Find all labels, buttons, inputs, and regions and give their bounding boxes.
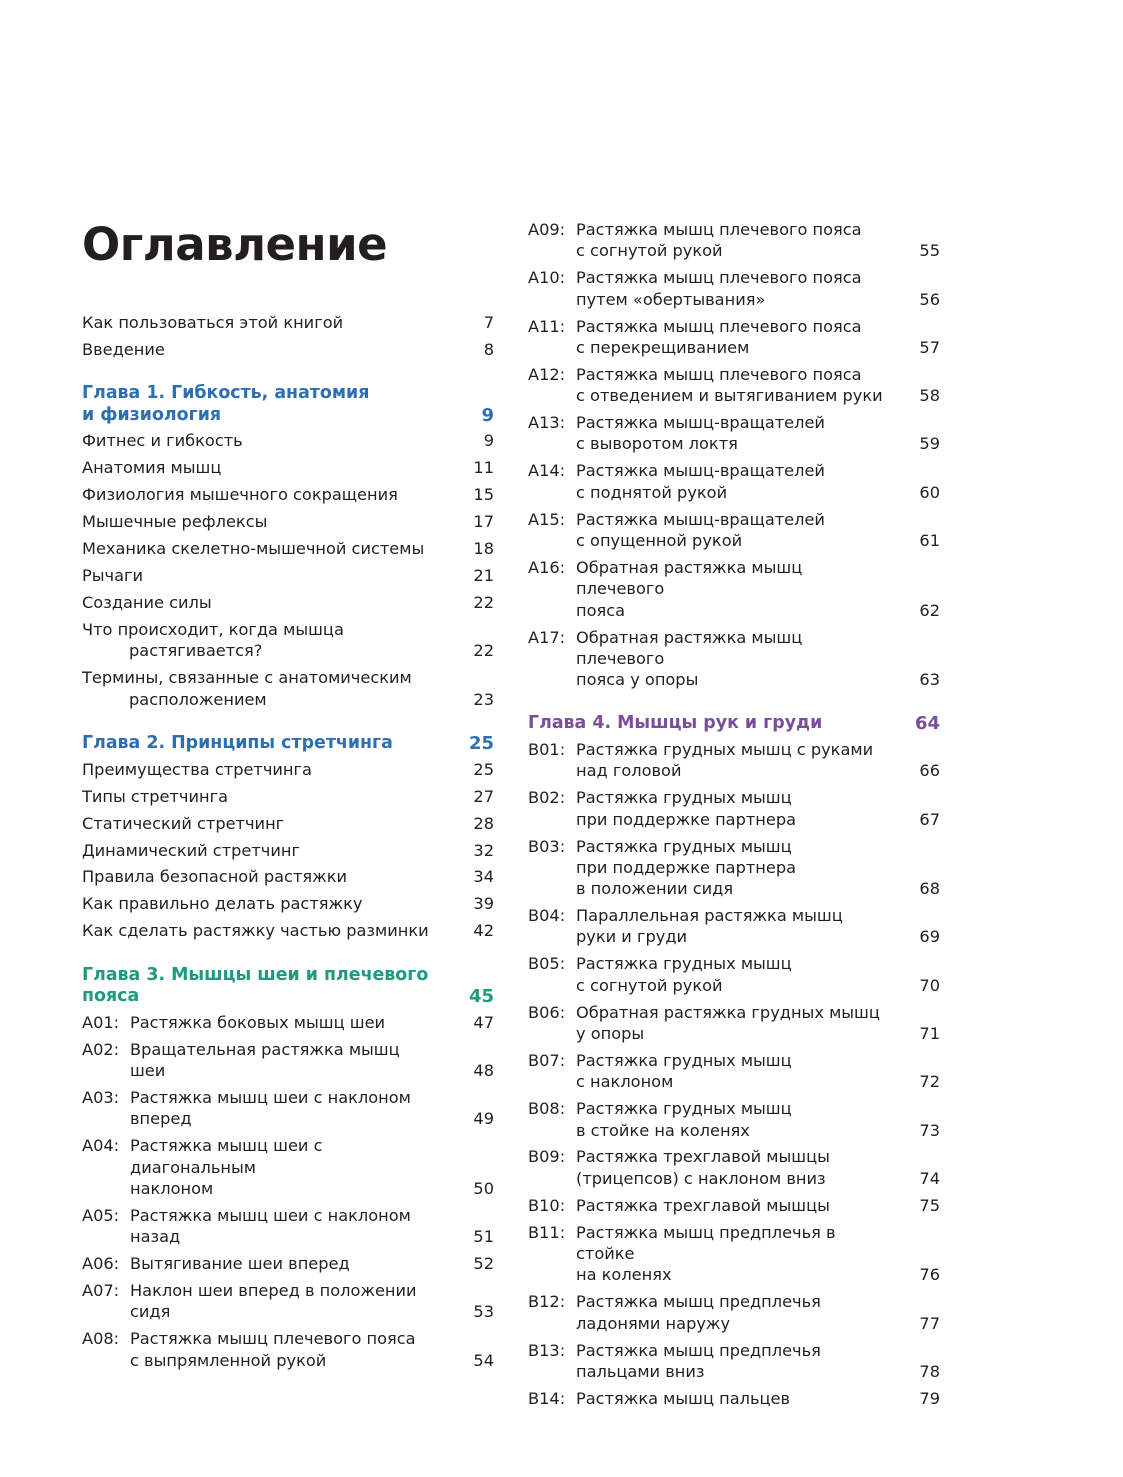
entry-title: Обратная растяжка мышц плечевого пояса у опоры (576, 627, 803, 690)
toc-entry[interactable] (528, 1098, 940, 1141)
toc-entry[interactable] (82, 312, 494, 333)
toc-column-right (528, 219, 940, 1415)
entry-title: Растяжка мышц пальцев (576, 1388, 791, 1408)
entry-page-number: 9 (483, 431, 494, 451)
entry-page-number: 27 (473, 786, 494, 806)
exercise-code: A06: (82, 1254, 120, 1274)
entry-page-number: 47 (473, 1012, 494, 1032)
entry-title: Растяжка мышц шеи с наклоном назад (130, 1205, 411, 1247)
entry-page-number: 57 (919, 337, 940, 357)
entry-title: Фитнес и гибкость (82, 431, 243, 451)
entry-page-number: 49 (473, 1109, 494, 1129)
exercise-code: B03: (528, 836, 566, 856)
toc-entry[interactable] (528, 412, 940, 455)
exercise-code: A05: (82, 1205, 120, 1225)
toc-entry[interactable] (528, 787, 940, 830)
toc-entry[interactable] (82, 565, 494, 586)
toc-entry[interactable] (528, 1340, 940, 1383)
toc-entry[interactable] (528, 953, 940, 996)
chapter-title: Глава 3. Мышцы шеи и плечевого пояса (82, 964, 429, 1007)
exercise-code: A17: (528, 627, 566, 647)
entry-title: Вращательная растяжка мышц шеи (130, 1039, 400, 1081)
toc-entry[interactable] (82, 1253, 494, 1274)
entry-title: Обратная растяжка мышц плечевого пояса (576, 557, 803, 620)
entry-page-number: 15 (473, 485, 494, 505)
exercise-code: A09: (528, 220, 566, 239)
entry-page-number: 56 (919, 289, 940, 309)
toc-entry[interactable] (82, 786, 494, 807)
exercise-code: A10: (528, 268, 566, 288)
entry-page-number: 55 (919, 241, 940, 261)
toc-entry[interactable] (82, 866, 494, 887)
toc-entry[interactable] (528, 1146, 940, 1189)
toc-entry[interactable] (82, 813, 494, 834)
entry-title: Введение (82, 339, 165, 359)
exercise-code: B11: (528, 1222, 566, 1242)
toc-entry[interactable] (528, 364, 940, 407)
entry-page-number: 79 (919, 1388, 940, 1408)
entry-page-number: 62 (919, 600, 940, 620)
entry-page-number: 66 (919, 761, 940, 781)
toc-entry[interactable] (528, 1195, 940, 1216)
toc-entry[interactable] (82, 619, 494, 662)
chapter-title: Глава 2. Принципы стретчинга (82, 733, 393, 754)
chapter-heading[interactable] (82, 965, 494, 1008)
entry-page-number: 77 (919, 1313, 940, 1333)
exercise-code: B04: (528, 906, 566, 926)
exercise-code: A14: (528, 461, 566, 481)
toc-entry[interactable] (528, 267, 940, 310)
entry-title: Растяжка мышц шеи с наклоном вперед (130, 1088, 411, 1129)
entry-page-number: 70 (919, 975, 940, 995)
toc-entry[interactable] (82, 920, 494, 941)
toc-entry[interactable] (528, 1050, 940, 1093)
toc-entry[interactable] (82, 339, 494, 360)
entry-title: Как сделать растяжку частью разминки (82, 921, 429, 941)
toc-entry[interactable] (82, 1012, 494, 1033)
toc-entry[interactable] (528, 460, 940, 503)
toc-entry[interactable] (82, 840, 494, 861)
toc-entry[interactable] (528, 557, 940, 621)
entry-title: Растяжка трехглавой мышцы (576, 1195, 830, 1215)
chapter-title: Глава 1. Гибкость, анатомия и физиология (82, 383, 370, 425)
entry-title: Растяжка мышц плечевого пояса с выпрямленной рукой (130, 1329, 416, 1370)
entry-page-number: 42 (473, 921, 494, 941)
entry-page-number: 28 (473, 813, 494, 833)
entry-title: Растяжка мышц предплечья в стойке на коленях (576, 1222, 836, 1285)
entry-title: Как пользоваться этой книгой (82, 313, 344, 332)
chapter-page-number: 64 (914, 713, 940, 735)
toc-entry[interactable] (528, 1388, 940, 1409)
entry-page-number: 34 (473, 867, 494, 887)
entry-title: Растяжка грудных мышц при поддержке партнера (576, 788, 797, 829)
entry-title: Растяжка мышц плечевого пояса путем «обертывания» (576, 268, 862, 309)
exercise-code: A15: (528, 509, 566, 529)
entry-page-number: 68 (919, 879, 940, 899)
entry-page-number: 58 (919, 386, 940, 406)
exercise-code: B07: (528, 1050, 566, 1070)
exercise-code: A12: (528, 364, 566, 384)
toc-entry[interactable] (528, 509, 940, 552)
entry-title: Вытягивание шеи вперед (130, 1254, 350, 1274)
entry-page-number: 75 (919, 1195, 940, 1215)
toc-entry[interactable] (82, 538, 494, 559)
exercise-code: A16: (528, 557, 566, 577)
page-title: Оглавление (82, 218, 388, 271)
entry-page-number: 73 (919, 1120, 940, 1140)
toc-entry[interactable] (82, 457, 494, 478)
entry-page-number: 25 (473, 759, 494, 779)
exercise-code: B12: (528, 1292, 566, 1312)
toc-entry[interactable] (82, 1039, 494, 1082)
toc-entry[interactable] (82, 1205, 494, 1248)
entry-title: Растяжка мышц плечевого пояса с согнутой рукой (576, 220, 862, 261)
toc-entry[interactable] (82, 1328, 494, 1371)
exercise-code: B14: (528, 1388, 566, 1408)
entry-page-number: 76 (919, 1265, 940, 1285)
toc-entry[interactable] (82, 430, 494, 451)
entry-title: Растяжка грудных мышц в стойке на коленях (576, 1099, 792, 1140)
entry-title: Создание силы (82, 593, 212, 613)
toc-entry[interactable] (528, 1002, 940, 1045)
entry-page-number: 21 (473, 566, 494, 586)
entry-title: Статический стретчинг (82, 813, 285, 833)
exercise-code: B06: (528, 1002, 566, 1022)
exercise-code: A03: (82, 1088, 120, 1108)
chapter-heading[interactable] (82, 733, 494, 755)
toc-entry[interactable] (528, 1222, 940, 1286)
exercise-code: B02: (528, 788, 566, 808)
exercise-code: B09: (528, 1147, 566, 1167)
toc-entry[interactable] (82, 511, 494, 532)
exercise-code: A02: (82, 1039, 120, 1059)
toc-entry[interactable] (82, 667, 494, 710)
entry-page-number: 74 (919, 1168, 940, 1188)
chapter-heading[interactable] (528, 713, 940, 735)
entry-title: Растяжка трехглавой мышцы (трицепсов) с наклоном вниз (576, 1147, 830, 1188)
toc-entry[interactable] (82, 759, 494, 780)
exercise-code: B05: (528, 954, 566, 974)
toc-entry[interactable] (528, 739, 940, 782)
exercise-code: A07: (82, 1281, 120, 1301)
exercise-code: A13: (528, 413, 566, 433)
entry-title: Анатомия мышц (82, 458, 222, 478)
exercise-code: B10: (528, 1195, 566, 1215)
entry-title: Растяжка мышц-вращателей с поднятой рукой (576, 461, 825, 502)
entry-title: Параллельная растяжка мышц руки и груди (576, 906, 843, 947)
entry-title: Наклон шеи вперед в положении сидя (130, 1281, 417, 1322)
toc-entry[interactable] (82, 1087, 494, 1130)
entry-page-number: 11 (473, 458, 494, 478)
entry-page-number: 8 (483, 339, 494, 359)
entry-title: Рычаги (82, 566, 144, 586)
entry-page-number: 52 (473, 1254, 494, 1274)
entry-page-number: 22 (473, 593, 494, 613)
entry-title: Растяжка грудных мышц с наклоном (576, 1050, 792, 1092)
chapter-page-number: 9 (481, 404, 494, 426)
exercise-code: A11: (528, 316, 566, 336)
toc-entry[interactable] (528, 219, 940, 262)
exercise-code: A08: (82, 1329, 120, 1349)
toc-entry[interactable] (528, 1291, 940, 1334)
exercise-code: B13: (528, 1340, 566, 1360)
chapter-page-number: 25 (468, 733, 494, 755)
exercise-code: A01: (82, 1012, 120, 1032)
entry-title: Растяжка грудных мышц с согнутой рукой (576, 954, 792, 995)
toc-entry[interactable] (528, 316, 940, 359)
entry-title: Растяжка грудных мышц при поддержке партнера в положении сидя (576, 836, 797, 899)
entry-title: Растяжка мышц-вращателей с выворотом локтя (576, 413, 825, 454)
entry-title: Растяжка мышц предплечья пальцами вниз (576, 1340, 821, 1381)
exercise-code: A04: (82, 1136, 120, 1156)
entry-page-number: 69 (919, 927, 940, 947)
toc-column-left (82, 312, 494, 1377)
entry-page-number: 53 (473, 1302, 494, 1322)
entry-title: Термины, связанные с анатомическим расположением (82, 668, 412, 709)
toc-entry[interactable] (528, 836, 940, 900)
chapter-heading[interactable] (82, 383, 494, 426)
toc-entry[interactable] (82, 484, 494, 505)
entry-title: Правила безопасной растяжки (82, 867, 347, 887)
entry-title: Физиология мышечного сокращения (82, 485, 398, 505)
entry-title: Что происходит, когда мышца растягивается? (82, 620, 344, 661)
entry-title: Растяжка боковых мышц шеи (130, 1012, 386, 1032)
entry-page-number: 63 (919, 670, 940, 690)
entry-title: Растяжка мышц плечевого пояса с отведением и вытягиванием руки (576, 364, 883, 406)
entry-title: Растяжка мышц плечевого пояса с перекрещиванием (576, 316, 862, 357)
entry-page-number: 18 (473, 539, 494, 559)
entry-title: Растяжка мышц шеи с диагональным наклоном (130, 1136, 323, 1198)
entry-title: Растяжка мышц-вращателей с опущенной рукой (576, 509, 825, 550)
entry-title: Механика скелетно-мышечной системы (82, 539, 425, 559)
entry-page-number: 67 (919, 809, 940, 829)
entry-title: Обратная растяжка грудных мышц у опоры (576, 1002, 880, 1043)
toc-entry[interactable] (82, 1280, 494, 1323)
entry-page-number: 78 (919, 1361, 940, 1381)
exercise-code: B01: (528, 739, 566, 759)
entry-page-number: 23 (473, 689, 494, 709)
entry-page-number: 72 (919, 1072, 940, 1092)
entry-title: Растяжка грудных мышц с руками над головой (576, 739, 874, 781)
toc-entry[interactable] (528, 905, 940, 948)
entry-page-number: 54 (473, 1350, 494, 1370)
entry-page-number: 61 (919, 530, 940, 550)
toc-entry[interactable] (82, 1135, 494, 1199)
entry-page-number: 59 (919, 434, 940, 454)
entry-page-number: 22 (473, 641, 494, 661)
entry-page-number: 17 (473, 512, 494, 532)
toc-entry[interactable] (82, 893, 494, 914)
entry-title: Мышечные рефлексы (82, 512, 268, 532)
entry-title: Растяжка мышц предплечья ладонями наружу (576, 1292, 821, 1333)
toc-entry[interactable] (528, 627, 940, 691)
entry-title: Преимущества стретчинга (82, 759, 312, 779)
chapter-title: Глава 4. Мышцы рук и груди (528, 713, 823, 734)
entry-page-number: 50 (473, 1178, 494, 1198)
entry-page-number: 32 (473, 840, 494, 860)
entry-page-number: 39 (473, 894, 494, 914)
toc-entry[interactable] (82, 592, 494, 613)
exercise-code: B08: (528, 1099, 566, 1119)
entry-title: Как правильно делать растяжку (82, 894, 363, 914)
entry-page-number: 48 (473, 1061, 494, 1081)
chapter-page-number: 45 (468, 986, 494, 1008)
entry-page-number: 51 (473, 1227, 494, 1247)
entry-page-number: 60 (919, 482, 940, 502)
entry-title: Динамический стретчинг (82, 840, 300, 860)
entry-page-number: 71 (919, 1023, 940, 1043)
entry-page-number: 7 (483, 313, 494, 332)
entry-title: Типы стретчинга (82, 786, 229, 806)
